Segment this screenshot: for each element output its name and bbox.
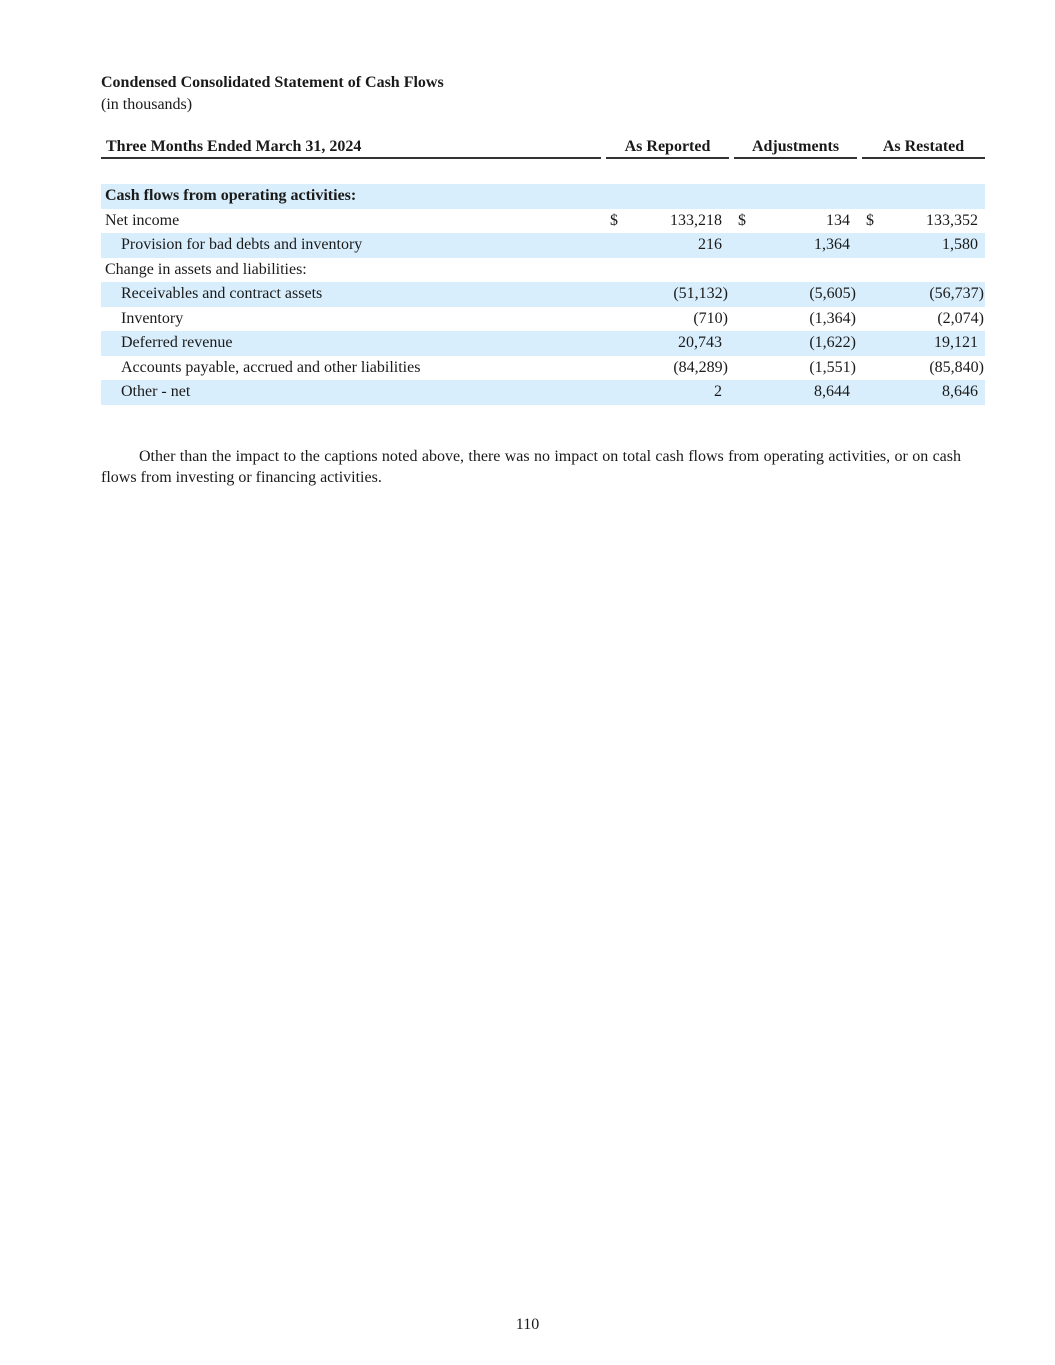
adjustments-value: 1,364 [814, 236, 850, 253]
row-label: Inventory [121, 309, 184, 327]
header-adjustments: Adjustments [734, 137, 857, 159]
row-label: Receivables and contract assets [121, 285, 323, 302]
as-restated-value: 1,580 [942, 236, 978, 253]
header-period: Three Months Ended March 31, 2024 [101, 137, 601, 159]
explanatory-note: Other than the impact to the captions noted above, there was no impact on total cash flows from operating activities, or on cash flows from investing or financing activities. [101, 448, 961, 486]
cash-flow-table [101, 184, 985, 405]
section-header-row [101, 184, 985, 209]
currency-symbol: $ [738, 211, 746, 229]
adjustments-value: (1,622) [809, 334, 856, 351]
row-label: Net income [105, 211, 180, 229]
header-as-reported: As Reported [606, 137, 729, 159]
table-row-change-heading [101, 258, 985, 283]
table-row-deferred-revenue [101, 331, 985, 356]
adjustments-value: 8,644 [814, 383, 850, 400]
row-label: Provision for bad debts and inventory [121, 236, 363, 253]
as-reported-value: 133,218 [670, 211, 722, 229]
row-label: Other - net [121, 383, 191, 400]
row-label: Change in assets and liabilities: [105, 260, 307, 278]
table-row-other-net [101, 380, 985, 405]
as-restated-value: (85,840) [929, 358, 984, 376]
header-as-restated: As Restated [862, 137, 985, 159]
page-number: 110 [515, 1316, 540, 1333]
section-title: Cash flows from operating activities: [105, 187, 357, 204]
as-restated-value: (56,737) [929, 285, 984, 302]
currency-symbol: $ [610, 211, 618, 229]
table-row-receivables [101, 282, 985, 307]
statement-units: (in thousands) [101, 96, 193, 113]
table-row-provision [101, 233, 985, 258]
as-restated-value: 8,646 [942, 383, 978, 400]
row-label: Accounts payable, accrued and other liabilities [121, 358, 421, 376]
as-reported-value: (84,289) [673, 358, 728, 376]
as-reported-value: 20,743 [678, 334, 722, 351]
as-reported-value: (710) [693, 309, 728, 327]
adjustments-value: (1,551) [809, 358, 856, 376]
as-restated-value: 19,121 [934, 334, 978, 351]
table-row-accounts-payable [101, 356, 985, 381]
adjustments-value: 134 [826, 211, 850, 229]
adjustments-value: (5,605) [809, 285, 856, 302]
statement-title: Condensed Consolidated Statement of Cash Flows [101, 74, 444, 91]
table-row-inventory [101, 307, 985, 332]
adjustments-value: (1,364) [809, 309, 856, 327]
as-restated-value: (2,074) [937, 309, 984, 327]
table-row-net-income [101, 209, 985, 234]
currency-symbol: $ [866, 211, 874, 229]
as-restated-value: 133,352 [926, 211, 978, 229]
as-reported-value: 2 [714, 383, 722, 400]
as-reported-value: 216 [698, 236, 722, 253]
as-reported-value: (51,132) [673, 285, 728, 302]
row-label: Deferred revenue [121, 334, 233, 351]
